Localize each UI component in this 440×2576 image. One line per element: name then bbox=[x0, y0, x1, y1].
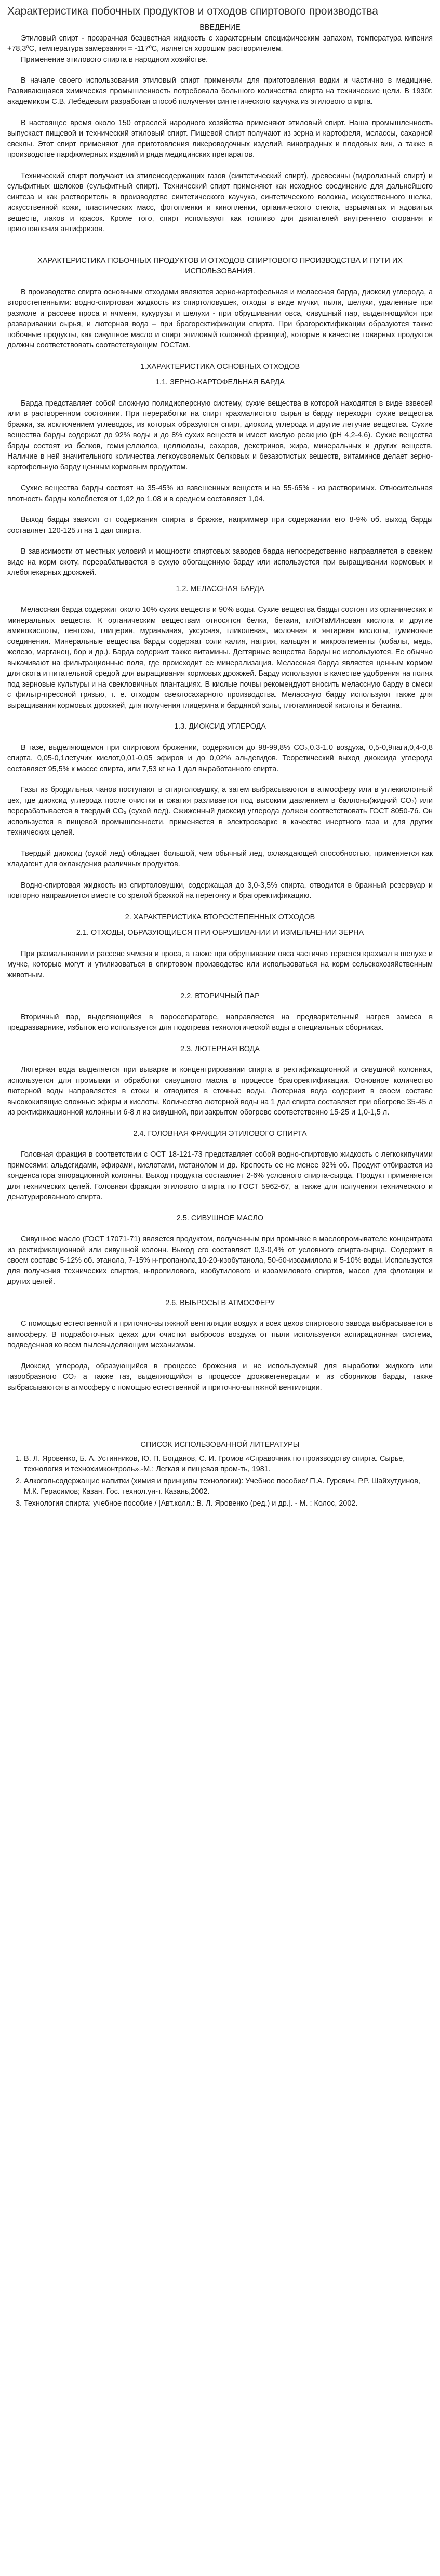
section-heading: 2.6. ВЫБРОСЫ В АТМОСФЕРУ bbox=[165, 1298, 275, 1307]
section-heading: 2.2. ВТОРИЧНЫЙ ПАР bbox=[180, 992, 260, 1000]
document-body bbox=[7, 22, 433, 1393]
paragraph: Сивушное масло (ГОСТ 17071-71) является продуктом, полученным при промывке в маслопромывателе концентрата из ректификационной или сивушной колонн. Выход его составляет 0,3-0,4% от условного спирта-сырца. Содержит в своем составе 5-12% об. этанола, 7-15% н-пропанола,10-20-изобутанола, 50-60-изоамилола и 5-10% воды. Используется для получения технических спиртов, н-пропилового, изобутилового и изоамилового спиртов, масел для флотации и других целей. bbox=[7, 1235, 433, 1286]
paragraph: В настоящее время около 150 отраслей народного хозяйства применяют этиловый спирт. Наша промышленность выпускает пищевой и технический этиловый спирт. Пищевой спирт получают из зерна и картофеля, мелассы, сахарной свеклы. Этот спирт применяют для приготовления ликероводочных изделий, виноградных и плодовых вин, а также в производстве парфюмерных изделий и ряда медицинских препаратов. bbox=[7, 118, 433, 159]
reference-item: 2. Алкогольсодержащие напитки (химия и принципы технологии): Учебное пособие/ П.А. Гуревич, Р.Р. Шайхутдинов, М.К. Герасимов; Казан. Гос. технол.ун-т. Казань,2002. bbox=[24, 1476, 433, 1497]
section-heading: ВВЕДЕНИЕ bbox=[199, 23, 241, 32]
paragraph: В начале своего использования этиловый спирт применяли для приготовления водки и частично в медицине. Развивающаяся химическая промышленность потребовала большого количества спирта на технические цели. В 1930г. академиком С.В. Лебедевым разработан способ получения синтетического каучука из этилового спирта. bbox=[7, 76, 433, 106]
section-heading: 1.ХАРАКТЕРИСТИКА ОСНОВНЫХ ОТХОДОВ bbox=[140, 362, 300, 371]
section-heading: 1.3. ДИОКСИД УГЛЕРОДА bbox=[174, 722, 266, 731]
paragraph: Применение этилового спирта в народном хозяйстве. bbox=[21, 55, 208, 64]
paragraph: В газе, выделяющемся при спиртовом брожении, содержится до 98-99,8% СО₂,0.3-1.0 воздуха, 0,5-0,9паги,0,4-0,8 спирта, 0,05-0,1летучих кислот,0,01-0,05 эфиров и до 0,02% альдегидов. Теоретический выход диоксида углерода составляет 95,5% к массе спирта, или 7,53 кг на 1 дал выработанного спирта. bbox=[7, 743, 433, 773]
paragraph: Этиловый спирт - прозрачная безцветная жидкость с характерным специфическим запахом, температура кипения +78,3ºС, температура замерзания = -117ºС, является хорошим растворителем. bbox=[7, 34, 433, 53]
section-heading: 2. ХАРАКТЕРИСТИКА ВТОРОСТЕПЕННЫХ ОТХОДОВ bbox=[125, 913, 315, 921]
paragraph: Выход барды зависит от содержания спирта в бражке, наприммер при содержании его 8-9% об. выход барды составляет 120-125 л на 1 дал спирта. bbox=[7, 516, 433, 535]
paragraph: Лютерная вода выделяется при выварке и концентрировании спирта в ректификационной и сивушной колоннах, используется для промывки и обработки сивушного масла в процессе брагоректификации. Основное количество лютерной воды направляется в стоки и отводится в сточные воды. Лютерная вода содержит в своем составе высококипящие сложные эфиры и кислоты. Количество лютерной воды на 1 дал спирта составляет при обогреве 35-45 л из ректификационной колонны и 6-8 л из сивушной, при закрытом обогреве соответственно 15-25 и 1,0-1,5 л. bbox=[7, 1066, 433, 1117]
reference-item: 1. В. Л. Яровенко, Б. А. Устинников, Ю. П. Богданов, С. И. Громов «Справочник по производству спирта. Сырье, технология и технохимконтроль».-М.: Легкая и пищевая пром-ть, 1981. bbox=[24, 1454, 433, 1475]
paragraph: Технический спирт получают из этиленсодержащих газов (синтетический спирт), древесины (гидролизный спирт) и сульфитных щелоков (сульфитный спирт). Технический спирт применяют как исходное соединение для дальнейшего синтеза и как растворитель в производстве синтетического каучука, синтетического волокна, искусственного шелка, искусственной кожи, пластических масс, фотопленки и кинопленки, органического стекла, взрывчатых и ядовитых веществ, лаков и красок. Кроме того, спирт используют как топливо для двигателей внутреннего сгорания и приготовления антифризов. bbox=[7, 171, 433, 233]
section-heading: 2.5. СИВУШНОЕ МАСЛО bbox=[176, 1214, 264, 1223]
paragraph: При размалывании и рассеве ячменя и проса, а также при обрушивании овса частично теряется крахмал в шелухе и мучке, которые могут и утилизоваться в спиртовом производстве или использоваться на корм сельскохозяйственным животным. bbox=[7, 949, 433, 980]
references-heading: СПИСОК ИСПОЛЬЗОВАННОЙ ЛИТЕРАТУРЫ bbox=[140, 1441, 300, 1449]
paragraph: Сухие вещества барды состоят на 35-45% из взвешенных веществ и на 55-65% - из растворимых. Относительная плотность барды колеблется от 1,02 до 1,08 и в среднем составляет 1,04. bbox=[7, 484, 433, 503]
paragraph: Головная фракция в соответствии с ОСТ 18-121-73 представляет собой водно-спиртовую жидкость с легкокипучими примесями: альдегидами, эфирами, кислотами, метанолом и др. Крепость ее не менее 92% об. Продукт отбирается из конденсатора эпюрационной колонны. Выход продукта составляет 2-6% условного спирта-сырца. Продукт применяется для технических целей. Головная фракция этилового спирта по ГОСТ 5962-67, а также для получения технического и денатурированного спирта. bbox=[7, 1150, 433, 1201]
paragraph: Вторичный пар, выделяющийся в паросепараторе, направляется на предварительный нагрев замеса в предразварнике, избыток его используется для подогрева технологической воды в специальных сборниках. bbox=[7, 1013, 433, 1032]
paragraph: Барда представляет собой сложную полидисперсную систему, сухие вещества в которой находятся в виде взвесей или в растворенном состоянии. При переработки на спирт крахмалистого сырья в барду переходят сухие вещества бражки, за исключением углеводов, из которых образуются спирт, диоксид углерода и другие летучие вещества. Сухие вещества барды содержат до 92% воды и до 8% сухих веществ и имеет кислую реакцию (рН 4,2-4,6). Сухие вещества барды состоят из белков, гемицеллюлоз, целлюлозы, сахаров, декстринов, жира, минеральных и других веществ. Наличие в ней значительного количества легкоусвояемых белковых и безазотистых веществ, витаминов делает зерно-картофельную барду ценным кормовым продуктом. bbox=[7, 399, 433, 472]
section-heading: 1.2. МЕЛАССНАЯ БАРДА bbox=[176, 584, 264, 593]
references-list bbox=[7, 1454, 433, 1509]
paragraph: Мелассная барда содержит около 10% сухих веществ и 90% воды. Сухие вещества барды состоят из органических и минеральных веществ. К органическим веществам относятся белки, бетаин, глЮТаМИновая кислота и другие аминокислоты, пентозы, глицерин, муравьиная, уксусная, гликолевая, молочная и янтарная кислоты, гуминовые соединения. Минеральные вещества барды содержат соли калия, натрия, кальция и микроэлементы (кобальт, медь, железо, марганец, бор и др.). Барда содержит также витамины. Дегтярные вещества барды не используются. Ее обычно выкачивают на фильтрационные поля, где происходит ее минерализация. Мелассная барда является ценным кормом для скота и питательной средой для выращивания кормовых дрожжей. Барду используют в качестве удобрения на полях под зерновые культуры и на свекловичных плантациях. В кислые почвы рекомендуют вносить мелассную барду в смеси с фильтр-прессной грязью, т. е. отходом свеклосахарного производства. Мелассную барду используют также для выращивания кормовых дрожжей, для получения глицерина и бардяной золы, глютаминовой кислоты и бетаина. bbox=[7, 606, 433, 710]
paragraph: С помощью естественной и приточно-вытяжной вентиляции воздух и всех цехов спиртового завода выбрасывается в атмосферу. В подработочных цехах для очистки выбросов воздуха от пыли используется аспирационная система, подведенная ко всем пылевыделяющим механизмам. bbox=[7, 1320, 433, 1349]
paragraph: В производстве спирта основными отходами являются зерно-картофельная и мелассная барда, диоксид углерода, а второстепенными: водно-спиртовая жидкость из спиртоловушек, отходы в виде мучки, пыли, шелухи, удаленные при размоле и рассеве проса и ячменя, кукурузы и шелухи - при обрушивании овса, сивушный пар, выделяющийся при разваривании сырья, и лютерная вода – при брагоректификации спирта. При брагоректификации образуются также побочные продукты, как сивушное масло и спирт этиловый головной фракции), которые в качестве товарных продуктов должны соответствовать соответствующим ГОСТам. bbox=[7, 288, 433, 350]
section-heading: 2.4. ГОЛОВНАЯ ФРАКЦИЯ ЭТИЛОВОГО СПИРТА bbox=[133, 1129, 307, 1138]
section-heading: 2.3. ЛЮТЕРНАЯ ВОДА bbox=[180, 1044, 260, 1053]
section-heading: ХАРАКТЕРИСТИКА ПОБОЧНЫХ ПРОДУКТОВ И ОТХОДОВ СПИРТОВОГО ПРОИЗВОДСТВА И ПУТИ ИХ ИСПОЛЬЗОВАНИЯ. bbox=[37, 256, 403, 275]
paragraph: Водно-спиртовая жидкость из спиртоловушки, содержащая до 3,0-3,5% спирта, отводится в бражный резервуар и повторно направляется вместе со зрелой бражкой на перегонку и брагоректификацию. bbox=[7, 881, 433, 900]
paragraph: Газы из бродильных чанов поступают в спиртоловушку, а затем выбрасываются в атмосферу или в углекислотный цех, где диоксид углерода после очистки и сжатия разливается под высоким давлением в баллоны(жидкий СО₂) или перерабатывается в твердый СО₂ (сухой лед). Сжиженный диоксид углерода должен соответствовать ГОСТ 8050-76. Он используется в пищевой промышленности, применяется в электросварке в качестве инертного газа и для других технических целей. bbox=[7, 786, 433, 837]
page-title: Характеристика побочных продуктов и отходов спиртового производства bbox=[7, 5, 378, 17]
section-heading: 1.1. ЗЕРНО-КАРТОФЕЛЬНАЯ БАРДА bbox=[155, 378, 285, 386]
reference-item: 3. Технология спирта: учебное пособие / [Авт.колл.: В. Л. Яровенко (ред.) и др.]. - М. : Колос, 2002. bbox=[24, 1498, 433, 1509]
paragraph: В зависимости от местных условий и мощности спиртовых заводов барда непосредственно направляется в свежем виде на корм скоту, перерабатывается в сухую обогащенную барду или используется при выращивании кормовых и хлебопекарных дрожжей. bbox=[7, 547, 433, 577]
paragraph: Диоксид углерода, образующийся в процессе брожения и не используемый для выработки жидкого или газообразного СО₂ а также газ, выделяющийся в процессе дрожжегенерации и из сборников барды, также выбрасываются в атмосферу с помощью естественной и приточно-вытяжной вентиляции. bbox=[7, 1362, 433, 1392]
paragraph: Твердый диоксид (сухой лед) обладает большой, чем обычный лед, охлаждающей способностью, применяется как хладагент для охлаждения различных продуктов. bbox=[7, 849, 433, 868]
section-heading: 2.1. ОТХОДЫ, ОБРАЗУЮЩИЕСЯ ПРИ ОБРУШИВАНИИ И ИЗМЕЛЬЧЕНИИ ЗЕРНА bbox=[76, 929, 364, 937]
